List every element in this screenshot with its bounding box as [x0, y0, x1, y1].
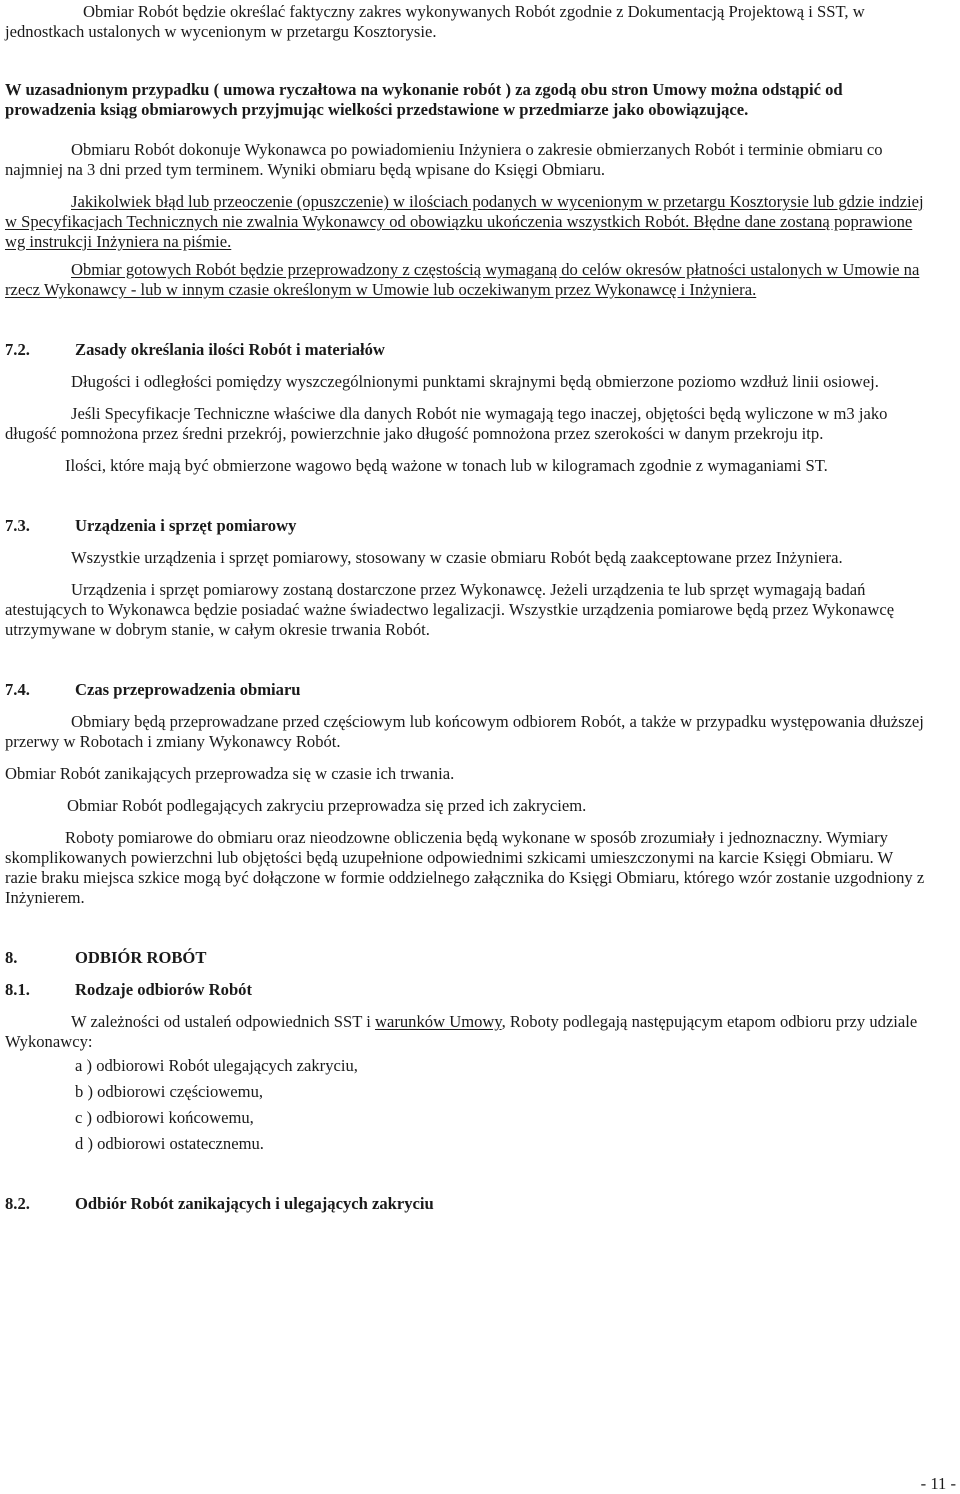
odbiory-list [5, 1056, 925, 1154]
paragraph-zakryciu: Obmiar Robót podlegających zakryciu przeprowadza się przed ich zakryciem. [67, 796, 587, 815]
list-item: a ) odbiorowi Robót ulegających zakryciu, [75, 1056, 358, 1075]
section-heading-7-4 [5, 680, 925, 700]
section-number: 7.4. [5, 680, 30, 699]
section-title: Odbiór Robót zanikających i ulegających zakryciu [75, 1194, 434, 1213]
section-title: Czas przeprowadzenia obmiaru [75, 680, 301, 699]
paragraph-jesli-specyfikacje: Jeśli Specyfikacje Techniczne właściwe dla danych Robót nie wymagają tego inaczej, objętości będą wyliczone w m3 jako długość pomnożona przez średni przekrój, powierzchnie jako długość pomnożona przez szerokości w danym przekroju itp. [5, 404, 888, 443]
section-heading-8-1 [5, 980, 925, 1000]
paragraph-obmiaru-dokonuje: Obmiaru Robót dokonuje Wykonawca po powiadomieniu Inżyniera o zakresie obmierzanych Robót i terminie obmiaru co najmniej na 3 dni przed tym terminem. Wyniki obmiaru będą wpisane do Księgi Obmiaru. [5, 140, 883, 179]
section-number: 7.3. [5, 516, 30, 535]
section-heading-8 [5, 948, 925, 968]
paragraph-urzadzenia-dostarczone: Urządzenia i sprzęt pomiarowy zostaną dostarczone przez Wykonawcę. Jeżeli urządzenia te lub sprzęt wymagają badań atestujących to Wykonawca będzie posiadać ważne świadectwo legalizacji. Wszystkie urządzenia pomiarowe będą przez Wykonawcę utrzymywane w dobrym stanie, w całym okresie trwania Robót. [5, 580, 895, 639]
warunki-umowy-link[interactable]: warunków Umowy [375, 1012, 502, 1031]
list-item: c ) odbiorowi końcowemu, [75, 1108, 254, 1127]
section-number: 8.2. [5, 1194, 30, 1213]
page-number: - 11 - [920, 1474, 956, 1493]
paragraph-obmiar-zakres: Obmiar Robót będzie określać faktyczny zakres wykonywanych Robót zgodnie z Dokumentacją Projektową i SST, w jednostkach ustalonych w wycenionym w przetargu Kosztorysie. [5, 2, 865, 41]
section-title: Zasady określania ilości Robót i materiałów [75, 340, 385, 359]
document-page [5, 2, 925, 1214]
section-number: 8.1. [5, 980, 30, 999]
paragraph-obmiary-przeprowadzane: Obmiary będą przeprowadzane przed częściowym lub końcowym odbiorem Robót, a także w przypadku występowania dłuższej przerwy w Robotach i zmiany Wykonawcy Robót. [5, 712, 924, 751]
section-heading-7-3 [5, 516, 925, 536]
section-title: Rodzaje odbiorów Robót [75, 980, 252, 999]
list-item: d ) odbiorowi ostatecznemu. [75, 1134, 264, 1153]
paragraph-wszystkie-urzadzenia: Wszystkie urządzenia i sprzęt pomiarowy, stosowany w czasie obmiaru Robót będą zaakceptowane przez Inżyniera. [71, 548, 843, 567]
section-number: 8. [5, 948, 18, 967]
paragraph-jakikolwiek-blad: Jakikolwiek błąd lub przeoczenie (opuszczenie) w ilościach podanych w wycenionym w przetargu Kosztorysie lub gdzie indziej w Specyfikacjach Technicznych nie zwalnia Wykonawcy od obowiązku ukończenia wszystkich Robót. Błędne dane zostaną poprawione wg instrukcji Inżyniera na piśmie. [5, 192, 924, 251]
paragraph-roboty-pomiarowe: Roboty pomiarowe do obmiaru oraz nieodzowne obliczenia będą wykonane w sposób zrozumiały i jednoznaczny. Wymiary skomplikowanych powierzchni lub objętości będą uzupełnione odpowiednimi szkicami umieszczonymi na karcie Księgi Obmiaru. W razie braku miejsca szkice mogą być dołączone w formie oddzielnego załącznika do Księgi Obmiaru, którego wzór zostanie uzgodniony z Inżynierem. [5, 828, 925, 907]
paragraph-zaleznosci [5, 1012, 925, 1052]
section-number: 7.2. [5, 340, 30, 359]
text-run: , Roboty podlegają następującym etapom odbioru przy udziale Wykonawcy: [5, 1012, 918, 1051]
paragraph-obmiar-gotowych: Obmiar gotowych Robót będzie przeprowadzony z częstością wymaganą do celów okresów płatności ustalonych w Umowie na rzecz Wykonawcy - lub w innym czasie określonym w Umowie lub oczekiwanym przez Wykonawcę i Inżyniera. [5, 260, 920, 299]
section-title: ODBIÓR ROBÓT [75, 948, 207, 967]
paragraph-dlugosci: Długości i odległości pomiędzy wyszczególnionymi punktami skrajnymi będą obmierzone poziomo wzdłuż linii osiowej. [71, 372, 879, 391]
text-run: W zależności od ustaleń odpowiednich SST i [71, 1012, 376, 1031]
section-heading-8-2 [5, 1194, 925, 1214]
paragraph-uzasadnionym-przypadku: W uzasadnionym przypadku ( umowa ryczałtowa na wykonanie robót ) za zgodą obu stron Umowy można odstąpić od prowadzenia ksiąg obmiarowych przyjmując wielkości przedstawione w przedmiarze jako obowiązujące. [5, 80, 843, 119]
list-item: b ) odbiorowi częściowemu, [75, 1082, 264, 1101]
paragraph-ilosci-wagowo: Ilości, które mają być obmierzone wagowo będą ważone w tonach lub w kilogramach zgodnie z wymaganiami ST. [65, 456, 828, 475]
paragraph-zanikajace: Obmiar Robót zanikających przeprowadza się w czasie ich trwania. [5, 764, 455, 783]
section-heading-7-2 [5, 340, 925, 360]
section-title: Urządzenia i sprzęt pomiarowy [75, 516, 297, 535]
